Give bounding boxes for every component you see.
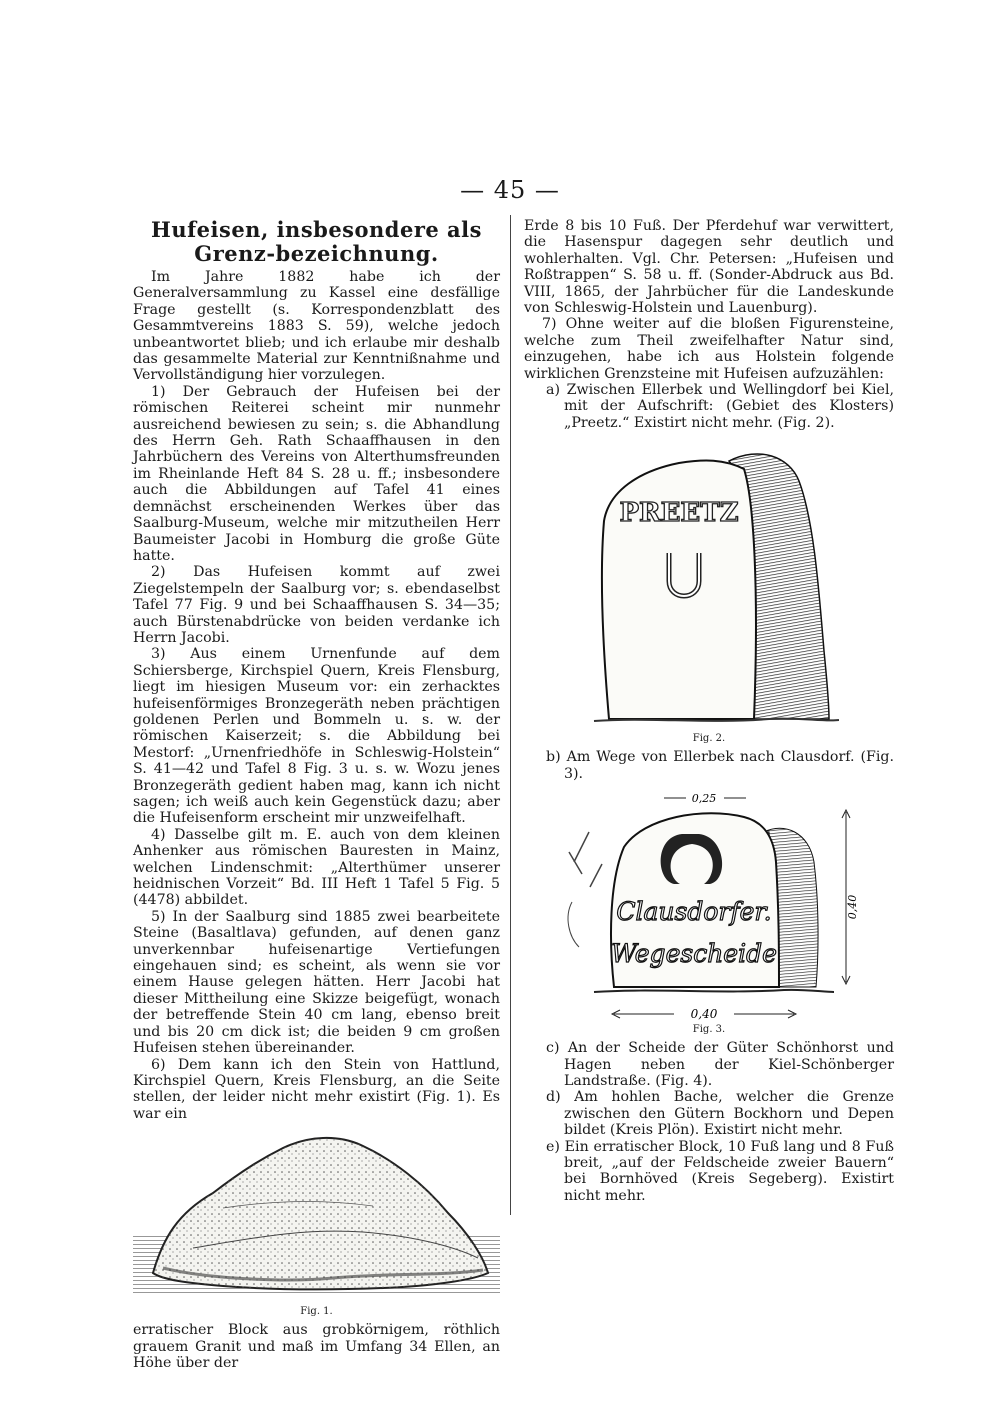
item-e: e) Ein erratischer Block, 10 Fuß lang und 8 Fuß breit, „auf der Feldscheide zweier Bauern“ bei Bornhöved (Kreis Segeberg). Existirt nicht mehr. (546, 1138, 894, 1204)
figure-1-caption: Fig. 1. (300, 1306, 333, 1318)
left-column (133, 218, 500, 1371)
paragraph-3: 3) Aus einem Urnenfunde auf dem Schiersberge, Kirchspiel Quern, Kreis Flensburg, liegt im hiesigen Museum vor: ein zerhacktes hufeisenförmiges Bronzegeräth neben prächtigen goldenen Perlen und Bommeln u. s. w. der römischen Kaiserzeit; s. die Abbildung bei Mestorf: „Urnenfriedhöfe in Schleswig-Holstein“ S. 41—42 und Tafel 8 Fig. 3 u. s. w. Wozu jenes Bronzegeräth gedient haben mag, kann ich nicht sagen; ich weiß auch kein Gegenstück dazu; aber die Hufeisenform erscheint mir unzweifelhaft. (133, 646, 500, 827)
preetz-inscription: PREETZ (619, 498, 739, 529)
figure-2-caption: Fig. 2. (692, 733, 726, 745)
dimension-bottom-label: 0,40 (690, 1007, 718, 1022)
paragraph-1: 1) Der Gebrauch der Hufeisen bei der römischen Reiterei scheint mir nunmehr ausreichend bewiesen zu sein; s. die Abhandlung des Herrn Geh. Rath Schaaffhausen in den Jahrbüchern des Vereins von Alterthumsfreunden im Rheinlande Heft 84 S. 28 u. ff.; insbesondere auch die Abbildungen auf Tafel 41 eines demnächst erscheinenden Werkes über das Saalburg-Museum, welche mir mitzutheilen Herr Baumeister Jacobi in Homburg die große Güte hatte. (133, 383, 500, 564)
boulder-illustration (133, 1128, 500, 1304)
dimension-top-label: 0,25 (691, 792, 717, 806)
paragraph-5: 5) In der Saalburg sind 1885 zwei bearbeitete Steine (Basaltlava) gefunden, auf denen ganz unverkennbar hufeisenartige Vertiefungen eingehauen sind; es scheint, als wenn sie vor einem Hause gelegen hätten. Herr Jacobi hat dieser Mittheilung eine Skizze beigefügt, wonach der betreffende Stein 40 cm lang, ebenso breit und bis 20 cm dick ist; die beiden 9 cm großen Hufeisen stehen übereinander. (133, 908, 500, 1057)
clausdorf-inscription-line1: Clausdorfer. (616, 897, 772, 927)
paragraph-intro: Im Jahre 1882 habe ich der Generalversammlung zu Kassel eine desfällige Frage gestellt (s. Korrespondenzblatt des Gesammtvereins 1883 S. 59), welche jedoch unbeantwortet blieb; und ich erlaube mir deshalb das gesammelte Material zur Kenntnißnahme und Vervollständigung hier vorzulegen. (133, 269, 500, 384)
figure-3-clausdorf-stone (554, 792, 864, 1022)
page-number: — 45 — (460, 176, 560, 204)
right-column (524, 218, 894, 1204)
paragraph-after-figure-1: erratischer Block aus grobkörnigem, röthlich grauem Granit und maß im Umfang 34 Ellen, an Höhe über der (133, 1322, 500, 1371)
clausdorf-stone-illustration (554, 792, 864, 1022)
paragraph-7: 7) Ohne weiter auf die bloßen Figurensteine, welche zum Theil zweifelhafter Natur sind, einzugehen, habe ich aus Holstein folgende wirklichen Grenzsteine mit Hufeisen aufzuzählen: (524, 316, 894, 382)
figure-3-caption: Fig. 3. (692, 1024, 726, 1036)
figure-2-preetz-stone (579, 441, 839, 731)
item-d: d) Am hohlen Bache, welcher die Grenze zwischen den Gütern Bockhorn und Depen bildet (Kreis Plön). Existirt nicht mehr. (546, 1089, 894, 1139)
item-a: a) Zwischen Ellerbek und Wellingdorf bei Kiel, mit der Aufschrift: (Gebiet des Klosters) „Preetz.“ Existirt nicht mehr. (Fig. 2). (546, 382, 894, 431)
paragraph-6: 6) Dem kann ich den Stein von Hattlund, Kirchspiel Quern, Kreis Flensburg, an die Seite stellen, der leider nicht mehr existirt (Fig. 1). Es war ein (133, 1056, 500, 1122)
item-b: b) Am Wege von Ellerbek nach Clausdorf. (Fig. 3). (546, 749, 894, 782)
dimension-side-label: 0,40 (846, 894, 859, 920)
clausdorf-inscription-line2: Wegescheide (611, 939, 777, 969)
figure-1-boulder (133, 1128, 500, 1304)
paragraph-continued: Erde 8 bis 10 Fuß. Der Pferdehuf war verwittert, die Hasenspur dagegen sehr deutlich und wohlerhalten. Vgl. Chr. Petersen: „Hufeisen und Roßtrappen“ S. 58 u. ff. (Sonder-Abdruck aus Bd. VIII, 1865, der Jahrbücher für die Landeskunde von Schleswig-Holstein und Lauenburg). (524, 218, 894, 317)
preetz-stone-illustration (579, 441, 839, 731)
item-c: c) An der Scheide der Güter Schönhorst und Hagen neben der Kiel-Schönberger Landstraße. (Fig. 4). (546, 1040, 894, 1089)
paragraph-4: 4) Dasselbe gilt m. E. auch von dem kleinen Anhenker aus römischen Bauresten in Mainz, welchen Lindenschmit: „Alterthümer unserer heidnischen Vorzeit“ Bd. III Heft 1 Tafel 5 Fig. 5 (4478) abbildet. (133, 826, 500, 909)
paragraph-2: 2) Das Hufeisen kommt auf zwei Ziegelstempeln der Saalburg vor; s. ebendaselbst Tafel 77 Fig. 9 und bei Schaaffhausen S. 34—35; auch Bürstenabdrücke von beiden verdanke ich Herrn Jacobi. (133, 564, 500, 646)
column-divider (510, 215, 511, 1215)
article-title: Hufeisen, insbesondere als Grenz-bezeichnung. (151, 217, 482, 266)
